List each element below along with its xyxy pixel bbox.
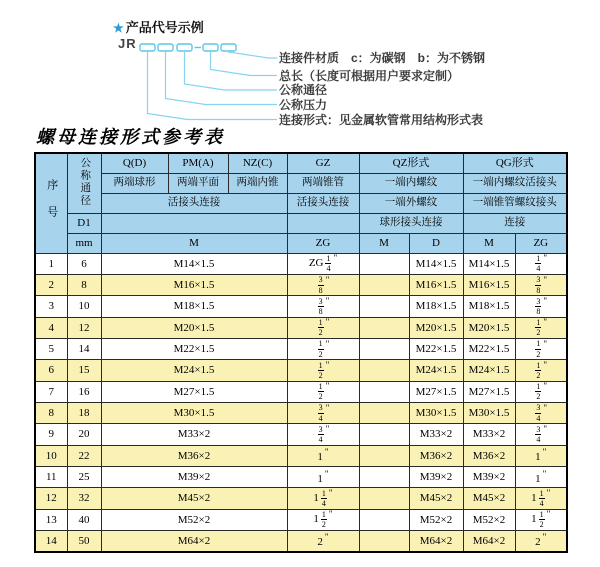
cell-gz: $\frac{1}{2}$ " (287, 360, 359, 381)
cell-qg-m: M33×2 (463, 424, 515, 445)
cell-qz-m (359, 488, 409, 509)
cell-qg-zg: $\frac{1}{2}$ " (515, 381, 567, 402)
cell-mm: 40 (67, 509, 101, 530)
table-row (35, 466, 567, 487)
header-union-gz: 活接头连接 (287, 193, 359, 213)
cell-qz-m (359, 466, 409, 487)
cell-qg-zg: 1 $\frac{1}{4}$ " (515, 488, 567, 509)
cell-gz: $\frac{1}{2}$ " (287, 381, 359, 402)
cell-qz-m (359, 530, 409, 551)
header-desc-pma: 两端平面 (168, 173, 228, 193)
cell-qz-d: M27×1.5 (409, 381, 463, 402)
cell-qg-m: M22×1.5 (463, 338, 515, 359)
code-box-1 (140, 44, 155, 51)
header-qz-m: M (359, 233, 409, 253)
cell-qg-zg: $\frac{1}{4}$ " (515, 253, 567, 274)
cell-qz-d: M20×1.5 (409, 317, 463, 338)
cell-qg-m: M16×1.5 (463, 274, 515, 295)
cell-gz: $\frac{1}{2}$ " (287, 338, 359, 359)
cell-m: M33×2 (101, 424, 287, 445)
cell-qz-d: M30×1.5 (409, 402, 463, 423)
cell-qg-zg: 1 $\frac{1}{2}$ " (515, 509, 567, 530)
cell-gz: 1 $\frac{1}{2}$ " (287, 509, 359, 530)
cell-gz: $\frac{3}{8}$ " (287, 274, 359, 295)
cell-qg-m: M24×1.5 (463, 360, 515, 381)
cell-mm: 6 (67, 253, 101, 274)
cell-m: M22×1.5 (101, 338, 287, 359)
cell-mm: 25 (67, 466, 101, 487)
cell-seq: 6 (35, 360, 67, 381)
cell-qg-zg: 1 " (515, 466, 567, 487)
code-box-3 (177, 44, 192, 51)
cell-gz: 1 $\frac{1}{4}$ " (287, 488, 359, 509)
table-row (35, 317, 567, 338)
cell-mm: 14 (67, 338, 101, 359)
header-row-5 (35, 233, 567, 253)
label-nominal-pressure: 公称压力 (279, 97, 328, 112)
cell-seq: 14 (35, 530, 67, 551)
cell-gz: $\frac{3}{4}$ " (287, 402, 359, 423)
cell-qg-m: M52×2 (463, 509, 515, 530)
cell-qz-d: M52×2 (409, 509, 463, 530)
table-row (35, 296, 567, 317)
cell-m: M20×1.5 (101, 317, 287, 338)
header-code-qd: Q(D) (101, 153, 168, 173)
cell-qz-d: M24×1.5 (409, 360, 463, 381)
cell-qz-m (359, 317, 409, 338)
header-code-pma: PM(A) (168, 153, 228, 173)
table-row (35, 338, 567, 359)
table-row (35, 253, 567, 274)
table-row (35, 424, 567, 445)
cell-seq: 10 (35, 445, 67, 466)
cell-m: M39×2 (101, 466, 287, 487)
cell-qg-zg: $\frac{1}{2}$ " (515, 317, 567, 338)
cell-qz-m (359, 338, 409, 359)
header-qg-row4: 连接 (463, 213, 567, 233)
cell-qg-zg: $\frac{3}{8}$ " (515, 274, 567, 295)
cell-seq: 13 (35, 509, 67, 530)
cell-m: M16×1.5 (101, 274, 287, 295)
cell-qg-m: M20×1.5 (463, 317, 515, 338)
table-row (35, 381, 567, 402)
header-empty-gz (287, 213, 359, 233)
header-d1: D1 (67, 213, 101, 233)
code-box-4 (203, 44, 218, 51)
leader-line-connection-form (148, 51, 278, 120)
cell-m: M64×2 (101, 530, 287, 551)
code-example-heading (113, 20, 204, 35)
header-qg-row3: 一端锥管螺纹接头 (463, 193, 567, 213)
cell-qg-m: M64×2 (463, 530, 515, 551)
cell-qg-zg: $\frac{3}{8}$ " (515, 296, 567, 317)
cell-gz: 2 " (287, 530, 359, 551)
star-icon: ★ (113, 21, 124, 35)
cell-mm: 12 (67, 317, 101, 338)
cell-seq: 11 (35, 466, 67, 487)
cell-gz: ZG $\frac{1}{4}$ " (287, 253, 359, 274)
header-desc-nzc: 两端内锥 (228, 173, 287, 193)
cell-qg-zg: 2 " (515, 530, 567, 551)
header-code-qz: QZ形式 (359, 153, 463, 173)
cell-mm: 32 (67, 488, 101, 509)
header-qz-row4: 球形接头连接 (359, 213, 463, 233)
cell-qg-zg: $\frac{1}{2}$ " (515, 338, 567, 359)
header-qz-row3: 一端外螺纹 (359, 193, 463, 213)
header-row-1 (35, 153, 567, 173)
cell-m: M30×1.5 (101, 402, 287, 423)
cell-m: M52×2 (101, 509, 287, 530)
cell-seq: 7 (35, 381, 67, 402)
header-desc-qz: 一端内螺纹 (359, 173, 463, 193)
header-zg: ZG (287, 233, 359, 253)
cell-qg-m: M36×2 (463, 445, 515, 466)
table-row (35, 509, 567, 530)
cell-qz-m (359, 445, 409, 466)
code-example-heading-text: 产品代号示例 (125, 20, 204, 35)
cell-qg-zg: $\frac{1}{2}$ " (515, 360, 567, 381)
cell-qg-m: M30×1.5 (463, 402, 515, 423)
leader-line-material (229, 51, 278, 58)
nut-connection-reference-table (34, 152, 568, 553)
code-prefix: JR (118, 36, 137, 51)
cell-qz-d: M45×2 (409, 488, 463, 509)
leader-line-nominal-pressure (166, 51, 278, 105)
cell-qg-m: M18×1.5 (463, 296, 515, 317)
cell-qz-m (359, 253, 409, 274)
cell-mm: 22 (67, 445, 101, 466)
cell-qz-m (359, 424, 409, 445)
header-code-nzc: NZ(C) (228, 153, 287, 173)
header-row-3 (35, 193, 567, 213)
table-row (35, 488, 567, 509)
cell-qg-m: M27×1.5 (463, 381, 515, 402)
cell-qz-m (359, 402, 409, 423)
cell-qz-d: M36×2 (409, 445, 463, 466)
cell-seq: 12 (35, 488, 67, 509)
cell-seq: 8 (35, 402, 67, 423)
cell-qg-m: M39×2 (463, 466, 515, 487)
cell-qz-m (359, 381, 409, 402)
cell-m: M18×1.5 (101, 296, 287, 317)
cell-seq: 9 (35, 424, 67, 445)
cell-gz: $\frac{3}{4}$ " (287, 424, 359, 445)
header-empty-left (101, 213, 287, 233)
cell-seq: 3 (35, 296, 67, 317)
cell-qz-d: M64×2 (409, 530, 463, 551)
header-desc-qd: 两端球形 (101, 173, 168, 193)
cell-mm: 10 (67, 296, 101, 317)
header-code-gz: GZ (287, 153, 359, 173)
cell-mm: 8 (67, 274, 101, 295)
cell-qz-m (359, 360, 409, 381)
table-title: 螺母连接形式参考表 (36, 127, 225, 148)
cell-mm: 20 (67, 424, 101, 445)
cell-qz-d: M18×1.5 (409, 296, 463, 317)
cell-qz-d: M22×1.5 (409, 338, 463, 359)
cell-qz-m (359, 274, 409, 295)
table-row (35, 445, 567, 466)
header-qg-m: M (463, 233, 515, 253)
header-union-left: 活接头连接 (101, 193, 287, 213)
cell-mm: 16 (67, 381, 101, 402)
cell-mm: 15 (67, 360, 101, 381)
cell-qg-zg: $\frac{3}{4}$ " (515, 402, 567, 423)
label-nominal-diameter: 公称通径 (279, 83, 328, 97)
code-box-5 (221, 44, 236, 51)
cell-seq: 1 (35, 253, 67, 274)
cell-m: M45×2 (101, 488, 287, 509)
cell-m: M36×2 (101, 445, 287, 466)
table-row (35, 360, 567, 381)
header-qg-zg: ZG (515, 233, 567, 253)
label-total-length: 总长（长度可根据用户要求定制） (279, 68, 460, 83)
header-m: M (101, 233, 287, 253)
cell-qg-zg: 1 " (515, 445, 567, 466)
cell-qz-d: M39×2 (409, 466, 463, 487)
cell-m: M24×1.5 (101, 360, 287, 381)
header-desc-gz: 两端锥管 (287, 173, 359, 193)
cell-gz: $\frac{3}{8}$ " (287, 296, 359, 317)
cell-qz-d: M16×1.5 (409, 274, 463, 295)
header-row-4 (35, 213, 567, 233)
table-row (35, 530, 567, 551)
header-mm: mm (67, 233, 101, 253)
cell-m: M27×1.5 (101, 381, 287, 402)
cell-seq: 5 (35, 338, 67, 359)
code-box-2 (158, 44, 173, 51)
cell-qz-d: M14×1.5 (409, 253, 463, 274)
cell-seq: 2 (35, 274, 67, 295)
cell-mm: 50 (67, 530, 101, 551)
cell-gz: 1 " (287, 466, 359, 487)
header-row-2 (35, 173, 567, 193)
cell-qg-zg: $\frac{3}{4}$ " (515, 424, 567, 445)
cell-qz-m (359, 296, 409, 317)
table-row (35, 274, 567, 295)
cell-qz-d: M33×2 (409, 424, 463, 445)
cell-seq: 4 (35, 317, 67, 338)
header-desc-qg: 一端内螺纹活接头 (463, 173, 567, 193)
cell-qg-m: M14×1.5 (463, 253, 515, 274)
header-nominal-diameter: 公称通径 (67, 153, 101, 213)
cell-gz: $\frac{1}{2}$ " (287, 317, 359, 338)
cell-qg-m: M45×2 (463, 488, 515, 509)
label-connection-form: 连接形式：见金属软管常用结构形式表 (279, 112, 484, 127)
header-qz-d: D (409, 233, 463, 253)
label-connector-material: 连接件材质 c：为碳钢 b：为不锈钢 (279, 51, 486, 65)
header-seq: 序号 (35, 153, 67, 253)
cell-mm: 18 (67, 402, 101, 423)
cell-m: M14×1.5 (101, 253, 287, 274)
header-code-qg: QG形式 (463, 153, 567, 173)
table-row (35, 402, 567, 423)
cell-qz-m (359, 509, 409, 530)
cell-gz: 1 " (287, 445, 359, 466)
